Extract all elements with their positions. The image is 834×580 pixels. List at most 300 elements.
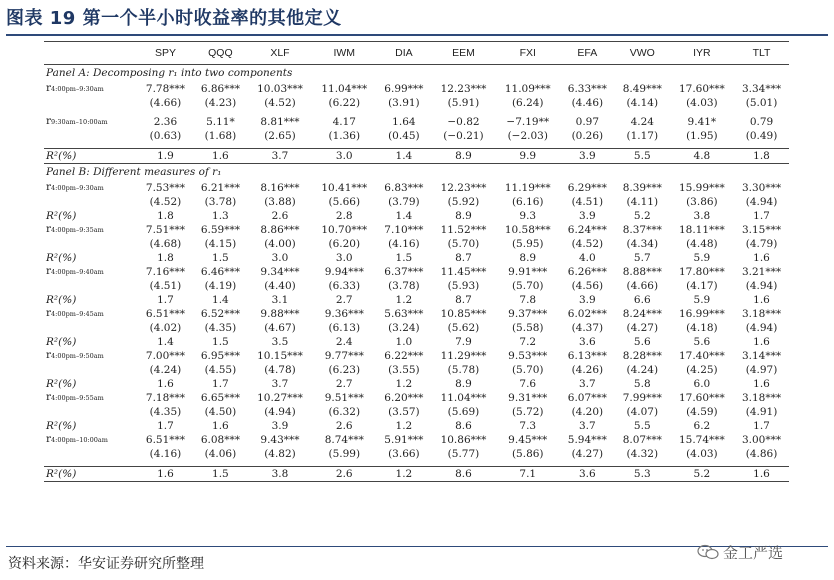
r2-cell: 3.6 xyxy=(579,335,596,348)
r2-cell: 1.6 xyxy=(753,377,770,390)
tstat-cell: (3.55) xyxy=(388,363,420,376)
tstat-row xyxy=(44,279,789,293)
column-header: SPY xyxy=(138,42,193,65)
coefficient-row xyxy=(44,265,789,279)
coefficient-cell: 9.34*** xyxy=(260,265,300,278)
tstat-row xyxy=(44,405,789,419)
coefficient-cell: 9.94*** xyxy=(324,265,364,278)
r2-cell: 3.7 xyxy=(579,419,596,432)
tstat-cell: (0.45) xyxy=(388,129,420,142)
r2-cell: 1.5 xyxy=(395,251,413,264)
coefficient-cell: 6.86*** xyxy=(200,82,240,95)
r2-cell: 5.9 xyxy=(693,251,711,264)
tstat-cell: (6.20) xyxy=(328,237,361,250)
coefficient-cell: −7.19** xyxy=(506,115,550,128)
tstat-cell: (4.40) xyxy=(264,279,296,292)
r2-cell: 8.9 xyxy=(519,251,537,264)
column-header: XLF xyxy=(248,42,312,65)
coefficient-cell: 3.18*** xyxy=(741,307,782,320)
r2-row xyxy=(44,377,789,391)
coefficient-cell: 7.10*** xyxy=(384,223,424,236)
tstat-cell: (5.62) xyxy=(447,321,480,334)
panel-heading-row xyxy=(44,65,789,83)
row-label-symbol: r xyxy=(46,433,52,445)
brand-name: 金工严选 xyxy=(723,543,784,562)
tstat-row xyxy=(44,363,789,377)
r2-cell: 8.6 xyxy=(455,419,472,432)
tstat-cell: (5.77) xyxy=(447,447,480,460)
tstat-cell: (4.11) xyxy=(626,195,659,208)
r2-cell: 2.8 xyxy=(335,209,353,222)
coefficient-cell: 6.46*** xyxy=(200,265,240,278)
coefficient-cell: 8.49*** xyxy=(622,82,662,95)
tstat-cell: (4.03) xyxy=(686,447,718,460)
row-label-subscript: 4:00pm–10:00am xyxy=(51,436,108,444)
tstat-cell: (4.97) xyxy=(745,363,778,376)
coefficient-cell: 5.91*** xyxy=(384,433,424,446)
row-label xyxy=(44,391,138,405)
r2-cell: 8.6 xyxy=(431,467,495,482)
r2-cell: 3.7 xyxy=(579,377,596,390)
row-label xyxy=(44,82,138,96)
tstat-cell: (5.99) xyxy=(328,447,361,460)
row-label-symbol: r xyxy=(46,265,52,277)
r2-cell: 5.2 xyxy=(633,209,651,222)
coefficient-cell: 6.51*** xyxy=(145,433,186,446)
coefficient-cell: 3.18*** xyxy=(741,391,782,404)
coefficient-cell: 6.95*** xyxy=(200,349,240,362)
coefficient-row xyxy=(44,349,789,363)
r2-cell: 7.8 xyxy=(519,293,537,306)
tstat-cell: (5.70) xyxy=(511,363,544,376)
tstat-cell: (4.23) xyxy=(204,96,237,109)
coefficient-cell: 10.70*** xyxy=(321,223,368,236)
coefficient-cell: 7.18*** xyxy=(145,391,186,404)
tstat-cell: (4.19) xyxy=(204,279,237,292)
coefficient-cell: 5.63*** xyxy=(384,307,424,320)
coefficient-cell: 11.45*** xyxy=(440,265,487,278)
coefficient-cell: 6.20*** xyxy=(384,391,424,404)
tstat-cell: (0.63) xyxy=(149,129,182,142)
coefficient-cell: 8.88*** xyxy=(622,265,662,278)
coefficient-cell: 8.86*** xyxy=(260,223,300,236)
tstat-row xyxy=(44,447,789,461)
tstat-cell: (4.94) xyxy=(745,195,778,208)
coefficient-row xyxy=(44,115,789,129)
r2-cell: 8.7 xyxy=(455,251,472,264)
coefficient-cell: 8.24*** xyxy=(622,307,662,320)
coefficient-cell: 6.52*** xyxy=(200,307,240,320)
tstat-cell: (4.24) xyxy=(149,363,182,376)
coefficient-cell: 9.43*** xyxy=(260,433,300,446)
tstat-cell: (4.94) xyxy=(264,405,296,418)
panel-heading: Panel A: Decomposing r₁ into two components xyxy=(46,67,293,79)
row-label: R²(%) xyxy=(46,377,77,390)
coefficient-cell: 6.51*** xyxy=(145,307,186,320)
row-label-symbol: r xyxy=(46,181,52,193)
column-header-row xyxy=(44,42,789,65)
row-label: R²(%) xyxy=(44,467,138,482)
row-label-subscript: 4:00pm–9:45am xyxy=(51,310,104,318)
coefficient-cell: 6.22*** xyxy=(384,349,424,362)
coefficient-cell: 11.09*** xyxy=(504,82,551,95)
r2-cell: 3.8 xyxy=(248,467,312,482)
coefficient-row xyxy=(44,391,789,405)
tstat-cell: (4.66) xyxy=(149,96,182,109)
tstat-cell: (4.56) xyxy=(571,279,604,292)
r2-cell: 5.5 xyxy=(633,419,651,432)
regression-table-container xyxy=(44,41,789,482)
row-label xyxy=(44,237,138,251)
tstat-cell: (4.51) xyxy=(571,195,604,208)
r2-cell: 3.0 xyxy=(312,149,376,164)
coefficient-cell: 17.40*** xyxy=(678,349,725,362)
r2-cell: 1.7 xyxy=(157,419,174,432)
coefficient-cell: 7.99*** xyxy=(622,391,662,404)
r2-cell: 5.7 xyxy=(633,251,651,264)
r2-cell: 1.6 xyxy=(753,293,770,306)
coefficient-cell: 6.13*** xyxy=(567,349,607,362)
row-label-subscript: 4:00pm–9:35am xyxy=(51,226,104,234)
tstat-cell: (4.79) xyxy=(745,237,778,250)
column-header: DIA xyxy=(376,42,431,65)
row-label xyxy=(44,265,138,279)
r2-cell: 5.8 xyxy=(633,377,651,390)
tstat-cell: (4.27) xyxy=(626,321,659,334)
r2-cell: 1.5 xyxy=(212,335,229,348)
r2-cell: 3.9 xyxy=(579,209,596,222)
tstat-cell: (6.24) xyxy=(511,96,544,109)
coefficient-cell: 9.51*** xyxy=(324,391,364,404)
coefficient-cell: 11.04*** xyxy=(440,391,487,404)
column-header: EEM xyxy=(431,42,495,65)
tstat-row xyxy=(44,237,789,251)
coefficient-cell: 2.36 xyxy=(153,115,178,128)
r2-cell: 5.6 xyxy=(693,335,711,348)
r2-cell: 3.1 xyxy=(271,293,289,306)
coefficient-cell: 6.07*** xyxy=(567,391,607,404)
coefficient-cell: 0.79 xyxy=(749,115,774,128)
row-label xyxy=(44,96,138,110)
tstat-cell: (4.37) xyxy=(571,321,604,334)
tstat-cell: (4.66) xyxy=(626,279,659,292)
coefficient-cell: 9.36*** xyxy=(324,307,364,320)
row-label: R²(%) xyxy=(46,251,77,264)
row-label-subscript: 4:00pm–9:30am xyxy=(51,184,104,192)
r2-cell: 2.7 xyxy=(335,377,353,390)
r2-cell: 2.4 xyxy=(335,335,353,348)
tstat-cell: (1.95) xyxy=(686,129,718,142)
tstat-cell: (3.57) xyxy=(388,405,420,418)
r2-row xyxy=(44,293,789,307)
r2-cell: 1.7 xyxy=(157,293,174,306)
tstat-cell: (4.94) xyxy=(745,279,778,292)
column-header: VWO xyxy=(615,42,670,65)
r2-cell: 3.0 xyxy=(335,251,353,264)
r2-cell: 9.9 xyxy=(496,149,560,164)
tstat-cell: (4.78) xyxy=(264,363,296,376)
r2-cell: 1.6 xyxy=(212,419,229,432)
coefficient-cell: 6.21*** xyxy=(200,181,240,194)
r2-cell: 1.7 xyxy=(753,419,770,432)
coefficient-cell: 9.31*** xyxy=(508,391,548,404)
coefficient-cell: 11.19*** xyxy=(504,181,551,194)
coefficient-cell: 9.41* xyxy=(687,115,717,128)
coefficient-cell: 8.39*** xyxy=(622,181,662,194)
coefficient-cell: 4.17 xyxy=(332,115,356,128)
tstat-cell: (3.78) xyxy=(204,195,237,208)
tstat-cell: (4.50) xyxy=(204,405,237,418)
coefficient-cell: 8.16*** xyxy=(260,181,300,194)
coefficient-cell: 6.33*** xyxy=(567,82,607,95)
tstat-cell: (5.91) xyxy=(447,96,480,109)
tstat-cell: (2.65) xyxy=(264,129,296,142)
r2-cell: 2.6 xyxy=(312,467,376,482)
r2-cell: 3.0 xyxy=(271,251,289,264)
tstat-cell: (4.16) xyxy=(149,447,182,460)
tstat-row xyxy=(44,96,789,110)
coefficient-cell: 3.34*** xyxy=(741,82,782,95)
row-label-subscript: 4:00pm–9:55am xyxy=(51,394,104,402)
r2-cell: 3.8 xyxy=(693,209,711,222)
r2-cell: 7.6 xyxy=(519,377,537,390)
row-label-subscript: 4:00pm–9:50am xyxy=(51,352,104,360)
coefficient-cell: 18.11*** xyxy=(678,223,725,236)
coefficient-cell: 9.91*** xyxy=(508,265,548,278)
coefficient-cell: 6.99*** xyxy=(384,82,424,95)
r2-cell: 8.7 xyxy=(455,293,472,306)
coefficient-cell: 17.60*** xyxy=(678,391,725,404)
coefficient-cell: 10.15*** xyxy=(257,349,303,362)
r2-cell: 7.3 xyxy=(519,419,537,432)
tstat-cell: (1.17) xyxy=(626,129,659,142)
tstat-cell: (4.35) xyxy=(149,405,182,418)
coefficient-cell: 5.94*** xyxy=(567,433,607,446)
tstat-cell: (4.91) xyxy=(745,405,778,418)
coefficient-row xyxy=(44,82,789,96)
row-label xyxy=(44,129,138,143)
tstat-cell: (3.24) xyxy=(388,321,420,334)
tstat-cell: (4.52) xyxy=(149,195,182,208)
tstat-cell: (−2.03) xyxy=(507,129,548,142)
tstat-cell: (4.24) xyxy=(626,363,659,376)
coefficient-cell: 15.74*** xyxy=(678,433,725,446)
r2-cell: 3.9 xyxy=(579,293,596,306)
r2-cell: 5.3 xyxy=(615,467,670,482)
tstat-cell: (5.95) xyxy=(511,237,544,250)
row-label-symbol: r xyxy=(46,223,52,235)
coefficient-cell: 10.85*** xyxy=(440,307,487,320)
coefficient-row xyxy=(44,307,789,321)
source-note: 资料来源：华安证券研究所整理 xyxy=(8,556,204,572)
tstat-cell: (4.15) xyxy=(204,237,237,250)
tstat-cell: (4.07) xyxy=(626,405,659,418)
tstat-cell: (1.68) xyxy=(204,129,237,142)
coefficient-cell: 10.27*** xyxy=(257,391,303,404)
r2-cell: 6.0 xyxy=(693,377,711,390)
tstat-cell: (5.92) xyxy=(447,195,480,208)
r2-cell: 7.9 xyxy=(455,335,472,348)
column-header: IYR xyxy=(670,42,734,65)
r2-cell: 1.4 xyxy=(395,209,413,222)
table-body xyxy=(44,65,789,482)
row-label: R²(%) xyxy=(46,419,77,432)
coefficient-cell: 7.00*** xyxy=(145,349,186,362)
r2-row xyxy=(44,149,789,164)
r2-cell: 1.2 xyxy=(395,377,413,390)
r2-cell: 1.0 xyxy=(395,335,413,348)
tstat-cell: (4.35) xyxy=(204,321,237,334)
r2-row xyxy=(44,209,789,223)
corner-cell xyxy=(44,42,138,65)
coefficient-cell: 17.60*** xyxy=(678,82,725,95)
tstat-cell: (4.32) xyxy=(626,447,659,460)
r2-cell: 1.8 xyxy=(734,149,789,164)
r2-cell: 6.6 xyxy=(633,293,651,306)
tstat-cell: (0.26) xyxy=(571,129,604,142)
column-header: EFA xyxy=(560,42,615,65)
row-label-symbol: r xyxy=(46,307,52,319)
r2-row xyxy=(44,419,789,433)
coefficient-cell: 7.78*** xyxy=(145,82,186,95)
coefficient-cell: 6.37*** xyxy=(384,265,424,278)
r2-cell: 3.9 xyxy=(560,149,615,164)
coefficient-cell: 10.03*** xyxy=(257,82,303,95)
tstat-cell: (3.88) xyxy=(264,195,296,208)
row-label-symbol: r xyxy=(46,349,52,361)
coefficient-cell: 9.77*** xyxy=(324,349,364,362)
row-label xyxy=(44,433,138,447)
r2-cell: 4.8 xyxy=(670,149,734,164)
tstat-cell: (4.86) xyxy=(745,447,778,460)
coefficient-cell: 3.00*** xyxy=(741,433,782,446)
tstat-cell: (6.32) xyxy=(328,405,361,418)
r2-cell: 7.2 xyxy=(519,335,537,348)
coefficient-cell: 4.24 xyxy=(630,115,654,128)
row-label-subscript: 4:00pm–9:40am xyxy=(51,268,104,276)
tstat-cell: (0.49) xyxy=(745,129,778,142)
coefficient-cell: 12.23*** xyxy=(440,82,487,95)
tstat-cell: (4.26) xyxy=(571,363,604,376)
coefficient-cell: 3.30*** xyxy=(741,181,782,194)
tstat-cell: (3.66) xyxy=(388,447,420,460)
r2-cell: 1.6 xyxy=(734,467,789,482)
tstat-cell: (5.01) xyxy=(745,96,778,109)
row-label xyxy=(44,115,138,129)
r2-cell: 8.9 xyxy=(431,149,495,164)
coefficient-cell: 5.11* xyxy=(206,115,235,128)
r2-cell: 1.3 xyxy=(212,209,229,222)
tstat-cell: (−0.21) xyxy=(443,129,484,142)
coefficient-cell: 10.41*** xyxy=(321,181,368,194)
tstat-cell: (4.55) xyxy=(204,363,237,376)
coefficient-cell: 6.08*** xyxy=(200,433,240,446)
coefficient-cell: 8.74*** xyxy=(324,433,364,446)
coefficient-cell: 6.24*** xyxy=(567,223,607,236)
coefficient-cell: 12.23*** xyxy=(440,181,487,194)
coefficient-cell: 15.99*** xyxy=(678,181,725,194)
row-label-subscript: 4:00pm–9:30am xyxy=(51,85,104,93)
row-label xyxy=(44,321,138,335)
row-label-symbol: r xyxy=(46,391,52,403)
coefficient-cell: 1.64 xyxy=(392,115,416,128)
tstat-row xyxy=(44,195,789,209)
r2-cell: 1.4 xyxy=(212,293,229,306)
tstat-cell: (4.51) xyxy=(149,279,182,292)
tstat-cell: (4.27) xyxy=(571,447,604,460)
r2-cell: 1.8 xyxy=(157,209,174,222)
r2-cell: 1.4 xyxy=(376,149,431,164)
coefficient-row xyxy=(44,223,789,237)
row-label: R²(%) xyxy=(46,293,77,306)
row-label xyxy=(44,307,138,321)
coefficient-cell: 6.26*** xyxy=(567,265,607,278)
tstat-cell: (4.94) xyxy=(745,321,778,334)
tstat-cell: (3.78) xyxy=(388,279,420,292)
coefficient-cell: 9.53*** xyxy=(508,349,548,362)
brand-watermark xyxy=(697,537,827,567)
tstat-cell: (5.66) xyxy=(328,195,361,208)
tstat-cell: (5.70) xyxy=(511,279,544,292)
tstat-cell: (4.67) xyxy=(264,321,296,334)
tstat-cell: (4.06) xyxy=(204,447,237,460)
coefficient-cell: 9.45*** xyxy=(508,433,548,446)
tstat-cell: (4.52) xyxy=(571,237,604,250)
coefficient-cell: −0.82 xyxy=(447,115,480,128)
r2-cell: 1.6 xyxy=(138,467,193,482)
tstat-cell: (6.13) xyxy=(328,321,361,334)
coefficient-cell: 10.86*** xyxy=(440,433,487,446)
r2-cell: 5.9 xyxy=(693,293,711,306)
row-label xyxy=(44,363,138,377)
r2-row xyxy=(44,335,789,349)
row-label xyxy=(44,181,138,195)
r2-cell: 5.6 xyxy=(633,335,651,348)
tstat-row xyxy=(44,321,789,335)
tstat-cell: (5.58) xyxy=(511,321,544,334)
coefficient-row xyxy=(44,181,789,195)
tstat-cell: (5.93) xyxy=(447,279,480,292)
row-label: R²(%) xyxy=(46,209,77,222)
tstat-cell: (3.86) xyxy=(686,195,718,208)
r2-cell: 1.5 xyxy=(212,251,229,264)
tstat-cell: (5.72) xyxy=(511,405,544,418)
r2-cell: 6.2 xyxy=(693,419,711,432)
row-label-symbol: r xyxy=(46,115,52,127)
tstat-cell: (4.02) xyxy=(149,321,182,334)
coefficient-cell: 6.65*** xyxy=(200,391,240,404)
r2-cell: 3.6 xyxy=(560,467,615,482)
tstat-cell: (4.48) xyxy=(686,237,718,250)
row-label xyxy=(44,447,138,461)
r2-cell: 9.3 xyxy=(519,209,537,222)
r2-row xyxy=(44,251,789,265)
r2-cell: 1.4 xyxy=(157,335,174,348)
tstat-cell: (4.46) xyxy=(571,96,604,109)
r2-cell: 1.9 xyxy=(138,149,193,164)
row-label xyxy=(44,405,138,419)
tstat-cell: (4.17) xyxy=(686,279,718,292)
r2-cell: 5.5 xyxy=(615,149,670,164)
tstat-cell: (5.86) xyxy=(511,447,544,460)
coefficient-cell: 11.52*** xyxy=(440,223,487,236)
coefficient-cell: 17.80*** xyxy=(678,265,725,278)
r2-cell: 3.7 xyxy=(248,149,312,164)
tstat-cell: (1.36) xyxy=(328,129,361,142)
r2-cell: 1.5 xyxy=(193,467,248,482)
row-label xyxy=(44,349,138,363)
tstat-cell: (4.03) xyxy=(686,96,718,109)
